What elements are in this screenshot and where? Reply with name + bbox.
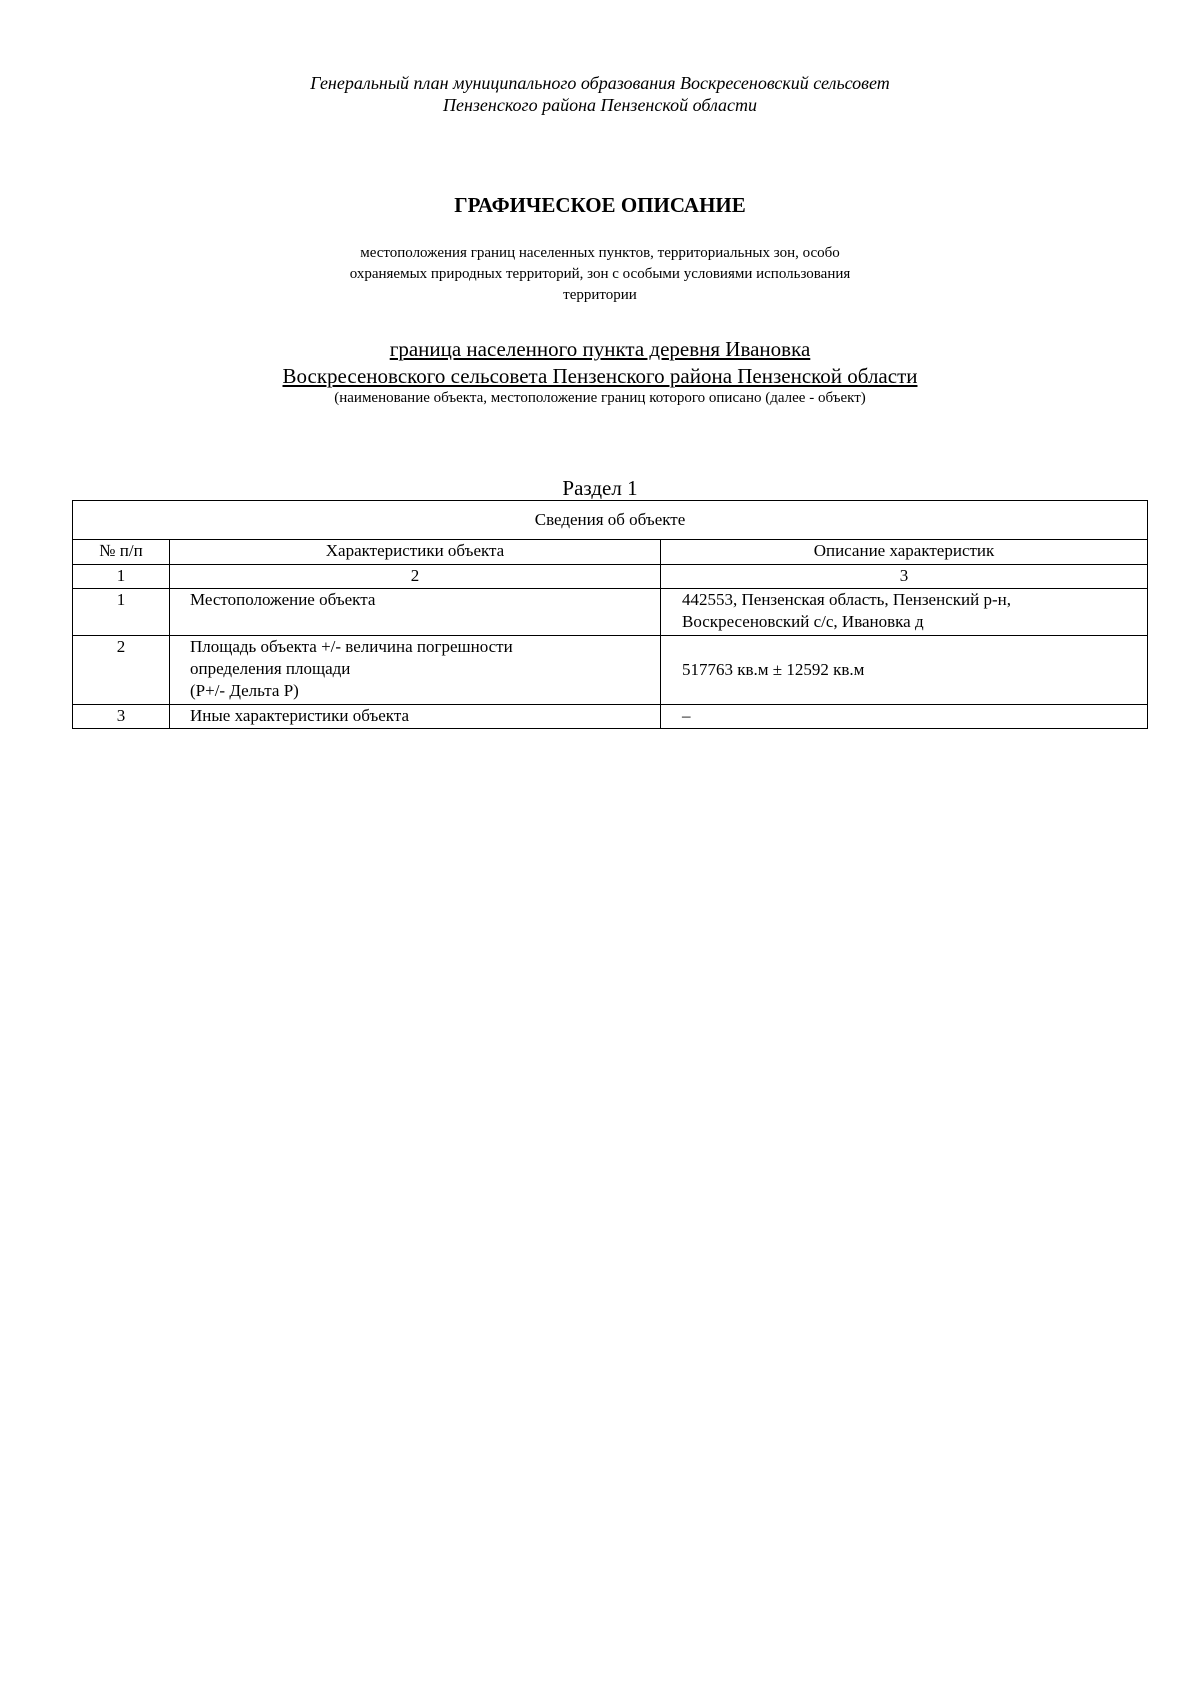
object-name-line-2: Воскресеновского сельсовета Пензенского района Пензенской области bbox=[282, 364, 918, 388]
object-info-table bbox=[72, 500, 1148, 729]
page-header bbox=[0, 72, 1200, 116]
subtitle-line-3: территории bbox=[563, 287, 637, 303]
table-row bbox=[73, 589, 1148, 636]
row-characteristic-line: Иные характеристики объекта bbox=[190, 706, 410, 725]
row-description-line: 442553, Пензенская область, Пензенский р-н, bbox=[682, 590, 1011, 609]
row-description-line: – bbox=[682, 706, 691, 725]
header-line-2: Пензенского района Пензенской области bbox=[442, 95, 758, 115]
document-title: ГРАФИЧЕСКОЕ ОПИСАНИЕ bbox=[454, 193, 746, 217]
row-number: 2 bbox=[73, 636, 170, 705]
section-title: Раздел 1 bbox=[562, 476, 638, 500]
row-characteristic bbox=[170, 589, 661, 636]
object-name-line-1: граница населенного пункта деревня Ивановка bbox=[389, 337, 811, 361]
row-description-line: 517763 кв.м ± 12592 кв.м bbox=[682, 660, 865, 679]
row-characteristic-line: определения площади bbox=[190, 659, 351, 678]
row-description bbox=[661, 589, 1148, 636]
row-number: 3 bbox=[73, 705, 170, 729]
column-index-3: 3 bbox=[661, 565, 1148, 589]
table-row bbox=[73, 636, 1148, 705]
column-index-2: 2 bbox=[170, 565, 661, 589]
row-number: 1 bbox=[73, 589, 170, 636]
table-caption: Сведения об объекте bbox=[73, 501, 1148, 540]
row-characteristic-line: Площадь объекта +/- величина погрешности bbox=[190, 637, 513, 656]
row-characteristic-line: Местоположение объекта bbox=[190, 590, 376, 609]
row-description-line: Воскресеновский с/с, Ивановка д bbox=[682, 612, 924, 631]
subtitle-line-1: местоположения границ населенных пунктов, территориальных зон, особо bbox=[360, 245, 840, 261]
document-subtitle bbox=[300, 243, 900, 306]
subtitle-line-2: охраняемых природных территорий, зон с особыми условиями использования bbox=[349, 266, 851, 282]
row-characteristic bbox=[170, 636, 661, 705]
row-characteristic-line: (P+/- Дельта P) bbox=[190, 681, 299, 700]
row-characteristic bbox=[170, 705, 661, 729]
object-caption: (наименование объекта, местоположение границ которого описано (далее - объект) bbox=[334, 390, 866, 406]
object-name bbox=[0, 336, 1200, 390]
column-header-number: № п/п bbox=[73, 540, 170, 565]
column-header-characteristics: Характеристики объекта bbox=[170, 540, 661, 565]
table-row bbox=[73, 705, 1148, 729]
header-line-1: Генеральный план муниципального образования Воскресеновский сельсовет bbox=[310, 73, 890, 93]
column-index-1: 1 bbox=[73, 565, 170, 589]
row-description bbox=[661, 705, 1148, 729]
column-header-description: Описание характеристик bbox=[661, 540, 1148, 565]
row-description bbox=[661, 636, 1148, 705]
